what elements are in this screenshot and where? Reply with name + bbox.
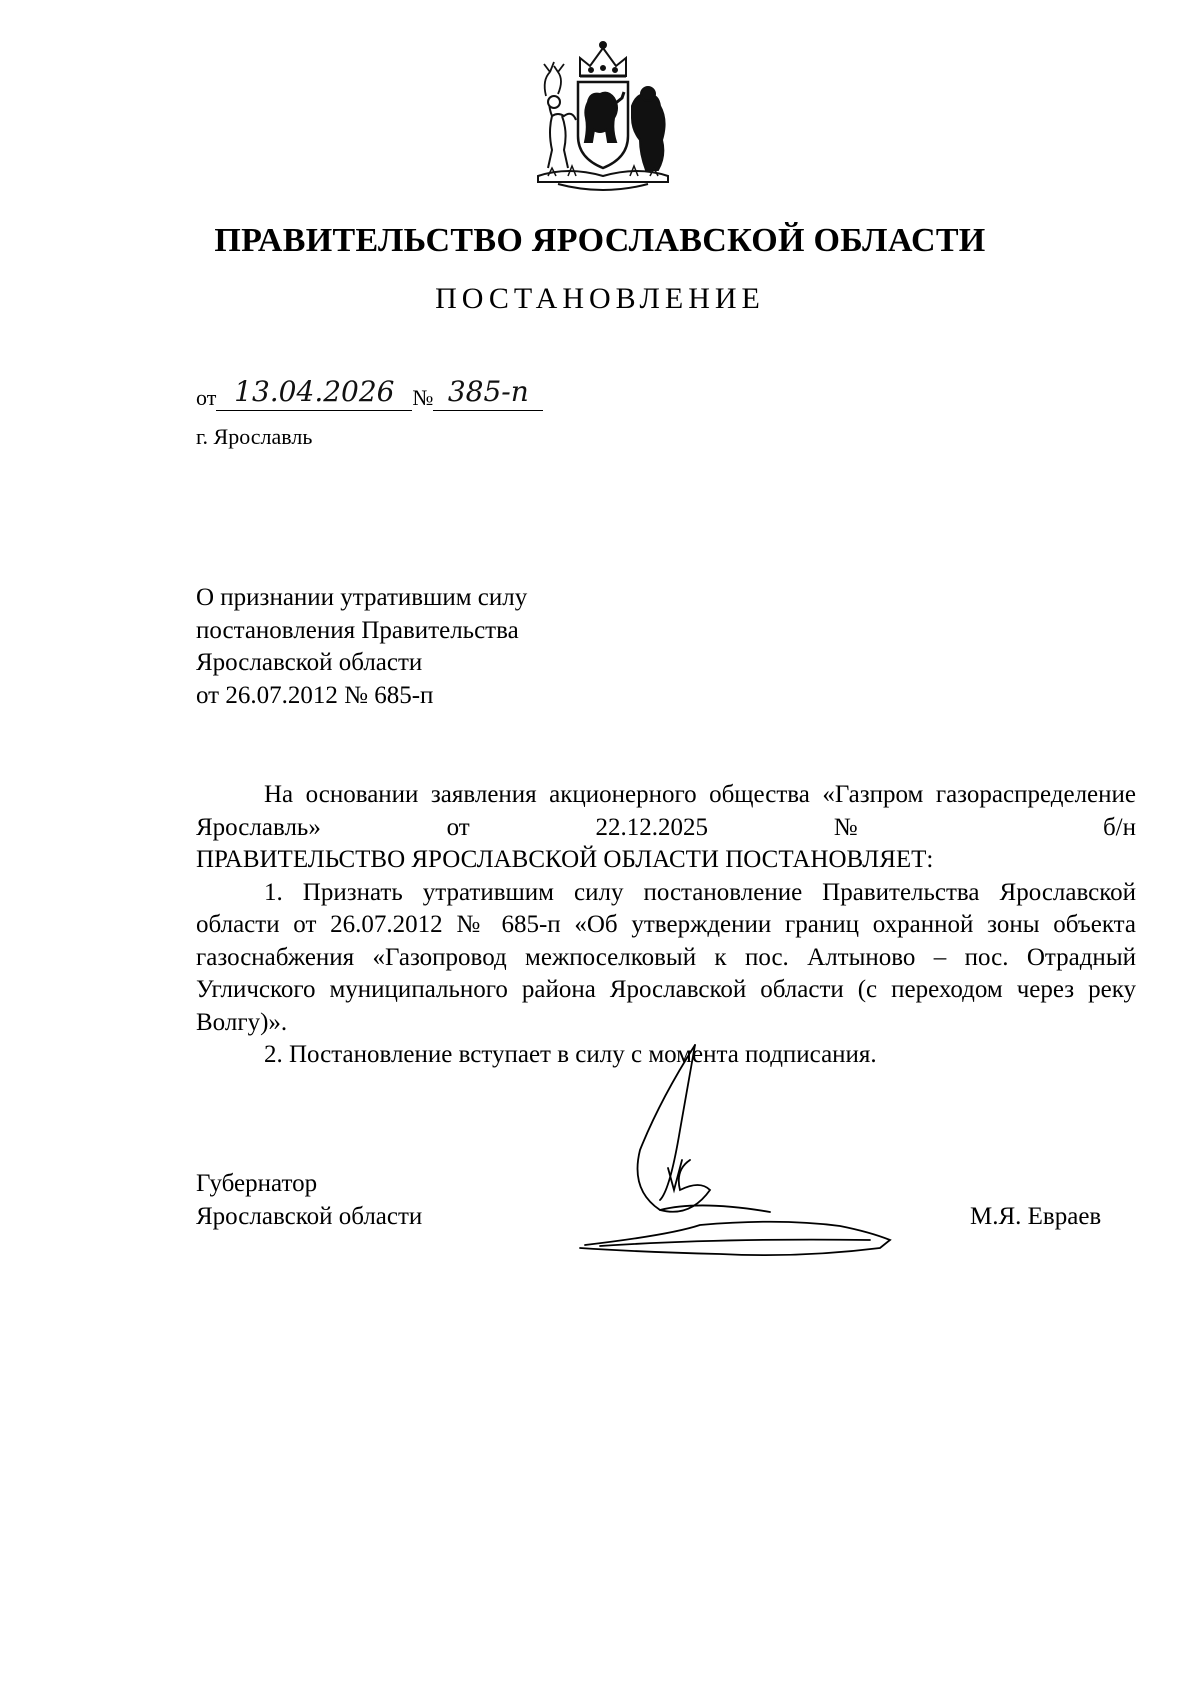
basis-paragraph: На основании заявления акционерного общества «Газпром газораспределение Ярославль» от 22.12.2025 № б/н (196, 781, 1136, 841)
subject-line: постановления Правительства (196, 616, 519, 644)
subject-line: О признании утратившим силу (196, 584, 528, 611)
position-line: Губернатор (196, 1170, 318, 1197)
date-field (216, 375, 412, 411)
organization-title: ПРАВИТЕЛЬСТВО ЯРОСЛАВСКОЙ ОБЛАСТИ (214, 222, 986, 259)
handwritten-date: 13.04.2026 (234, 375, 395, 408)
registration-line (196, 375, 543, 411)
document-subject (196, 582, 527, 712)
item-1: 1. Признать утратившим силу постановление Правительства Ярославской области от 26.07.2012 № 685-п «Об утверждении границ охранной зоны объекта газоснабжения «Газопровод межпоселковый к пос. Алтыново – пос. Отрадный Угличского муниципального района Ярославской области (с переходом через реку Волгу)». (196, 878, 1136, 1036)
subject-line: Ярославской области (196, 649, 423, 676)
city: г. Ярославль (196, 424, 313, 449)
resolves-statement: ПРАВИТЕЛЬСТВО ЯРОСЛАВСКОЙ ОБЛАСТИ ПОСТАНОВЛЯЕТ: (196, 846, 934, 873)
document-type: ПОСТАНОВЛЕНИЕ (435, 282, 765, 315)
number-field (433, 375, 543, 411)
item-2: 2. Постановление вступает в силу с момента подписания. (264, 1041, 877, 1068)
signatory-name: М.Я. Евраев (970, 1203, 1102, 1230)
signatory-position (196, 1168, 422, 1233)
handwritten-signature-icon (540, 1040, 980, 1340)
date-prefix: от (196, 385, 217, 410)
document-body (196, 779, 1136, 1072)
subject-line: от 26.07.2012 № 685-п (196, 681, 434, 709)
coat-of-arms-icon (528, 36, 678, 194)
handwritten-number: 385-п (447, 375, 529, 408)
number-prefix: № (412, 385, 434, 410)
position-line: Ярославской области (196, 1202, 423, 1230)
